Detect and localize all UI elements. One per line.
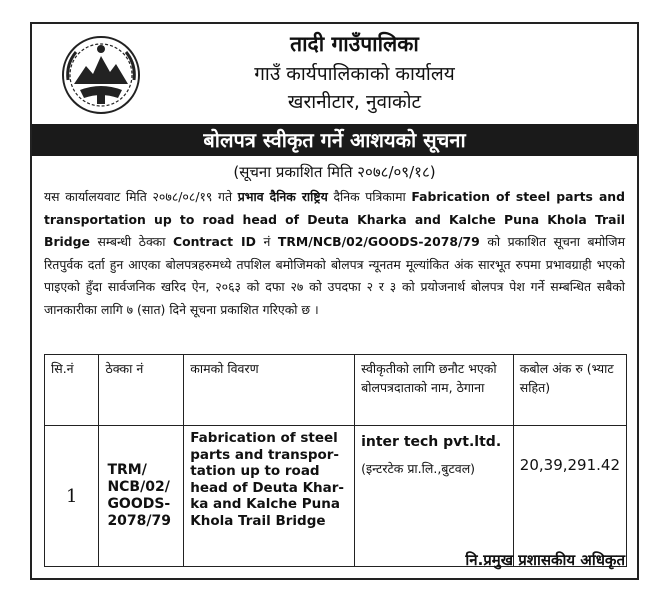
- notice-frame: [30, 22, 639, 580]
- notice-header: [32, 24, 637, 124]
- header-bidder: स्वीकृतीको लागि छनौट भएको बोलपत्रदाताको नाम, ठेगाना: [355, 355, 514, 426]
- header-contract-no: ठेक्का नं: [99, 355, 184, 426]
- published-date: (सूचना प्रकाशित मिति २०७८/०९/१८): [233, 163, 436, 181]
- body-text-5: को प्रकाशित सूचना बमोजिम रितपुर्वक दर्ता हुन आएका बोलपत्रहरुमध्ये तपशिल बमोजिमको बोलपत्र न्यूनतम मूल्यांकित अंक सारभूत रुपमा प्रभावग्राही भएको पाइएको हुँदा सार्वजनिक खरिद ऐन, २०६३ को दफा २७ को उपदफा २ र ३ को प्रयोजनार्थ बोलपत्र पेश गर्ने सम्बन्धित सबैको जानकारीका लागि ७ (सात) दिने सूचना प्रकाशित गरिएको छ ।: [44, 234, 625, 317]
- bidder-name: inter tech pvt.ltd.: [361, 434, 502, 450]
- header-description: कामको विवरण: [184, 355, 355, 426]
- contract-id: TRM/NCB/02/GOODS-2078/79: [277, 234, 480, 249]
- table-row: [45, 426, 627, 567]
- row-contract-no: TRM/ NCB/02/ GOODS- 2078/79: [99, 426, 184, 567]
- row-sn: 1: [45, 426, 99, 567]
- row-description: Fabrication of steel parts and transpor- tation up to road head of Deuta Khar- ka and Kalche Puna Khola Trail Bridge: [184, 426, 355, 567]
- header-amount: कबोल अंक रु (भ्याट सहित): [513, 355, 626, 426]
- office-subtitle: गाउँ कार्यपालिकाको कार्यालय: [254, 63, 455, 85]
- office-address: खरानीटार, नुवाकोट: [287, 91, 422, 113]
- award-table: [44, 354, 627, 567]
- table-header-row: [45, 355, 627, 426]
- row-bidder: [355, 426, 514, 567]
- header-sn: सि.नं: [45, 355, 99, 426]
- body-text-4: नं: [255, 234, 278, 249]
- work-title: Fabrication of steel parts and transportation up to road head of Deuta Kharka and Kalche Puna Khola Trail Bridge: [44, 189, 625, 249]
- body-text-2: दैनिक पत्रिकामा: [327, 189, 412, 204]
- newspaper-name: प्रभाव दैनिक राष्ट्रिय: [237, 189, 328, 204]
- bidder-name-nepali: (इन्टरटेक प्रा.लि.,बुटवल): [361, 461, 476, 476]
- office-name: तादी गाउँपालिका: [290, 32, 419, 56]
- contract-label: Contract ID: [173, 234, 256, 249]
- body-text-3: सम्बन्धी ठेक्का: [89, 234, 173, 249]
- notice-title: बोलपत्र स्वीकृत गर्ने आशयको सूचना: [32, 124, 637, 156]
- notice-body: [44, 186, 625, 321]
- body-text-1: यस कार्यालयवाट मिति २०७८/०८/१९ गते: [44, 189, 238, 204]
- signature: नि.प्रमुख प्रशासकीय अधिकृत: [465, 551, 625, 569]
- row-amount: 20,39,291.42: [513, 426, 626, 567]
